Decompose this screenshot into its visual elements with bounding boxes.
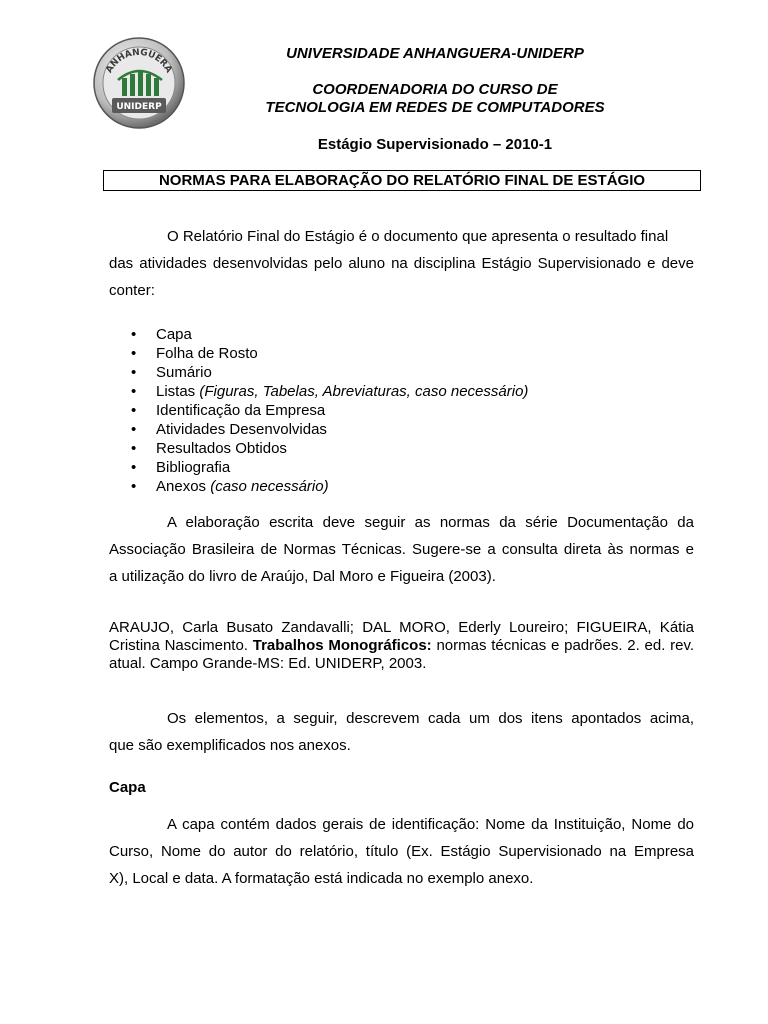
intro-paragraph bbox=[109, 223, 694, 304]
elaboration-line-1: A elaboração escrita deve seguir as normas da série Documentação da bbox=[167, 514, 694, 531]
reference-book-title: Trabalhos Monográficos: bbox=[252, 637, 432, 654]
list-item: • Anexos (caso necessário) bbox=[131, 478, 329, 495]
intro-line-2: das atividades desenvolvidas pelo aluno na disciplina Estágio Supervisionado e deve bbox=[109, 255, 694, 272]
elaboration-line-3: a utilização do livro de Araújo, Dal Moro e Figueira (2003). bbox=[109, 568, 496, 585]
required-sections-list bbox=[109, 325, 609, 496]
elaboration-line-2: Associação Brasileira de Normas Técnicas. Sugere-se a consulta direta às normas e bbox=[109, 541, 694, 558]
elements-paragraph bbox=[109, 705, 694, 759]
list-item: • Listas (Figuras, Tabelas, Abreviaturas, caso necessário) bbox=[131, 383, 529, 400]
elaboration-paragraph bbox=[109, 509, 694, 590]
document-title: NORMAS PARA ELABORAÇÃO DO RELATÓRIO FINAL DE ESTÁGIO bbox=[103, 170, 701, 191]
intro-line-3: conter: bbox=[109, 282, 155, 299]
university-logo bbox=[92, 36, 186, 130]
intro-line-1: O Relatório Final do Estágio é o documento que apresenta o resultado final bbox=[167, 228, 669, 245]
internship-subtitle: Estágio Supervisionado – 2010-1 bbox=[317, 136, 553, 153]
elements-line-2: que são exemplificados nos anexos. bbox=[109, 737, 351, 754]
capa-heading: Capa bbox=[109, 779, 146, 796]
capa-line-2: Curso, Nome do autor do relatório, título (Ex. Estágio Supervisionado na Empresa bbox=[109, 843, 694, 860]
list-item: • Identificação da Empresa bbox=[131, 402, 326, 419]
coordination-line-2: TECNOLOGIA EM REDES DE COMPUTADORES bbox=[265, 99, 605, 116]
logo-top-text: ANHANGUERA bbox=[104, 47, 174, 75]
list-item: • Resultados Obtidos bbox=[131, 440, 287, 457]
list-item: • Atividades Desenvolvidas bbox=[131, 421, 327, 438]
capa-line-3: X), Local e data. A formatação está indicada no exemplo anexo. bbox=[109, 870, 534, 887]
elements-line-1: Os elementos, a seguir, descrevem cada um dos itens apontados acima, bbox=[167, 710, 694, 727]
reference-details: normas técnicas e padrões. 2. ed. rev. atual. Campo Grande-MS: Ed. UNIDERP, 2003. bbox=[109, 637, 695, 672]
list-item: • Capa bbox=[131, 326, 192, 343]
list-item: • Bibliografia bbox=[131, 459, 231, 476]
bibliographic-reference bbox=[109, 619, 694, 673]
capa-line-1: A capa contém dados gerais de identificação: Nome da Instituição, Nome do bbox=[167, 816, 694, 833]
university-name: UNIVERSIDADE ANHANGUERA-UNIDERP bbox=[286, 45, 584, 62]
list-item: • Folha de Rosto bbox=[131, 345, 258, 362]
list-item: • Sumário bbox=[131, 364, 212, 381]
reference-authors: ARAUJO, Carla Busato Zandavalli; DAL MORO, Ederly Loureiro; FIGUEIRA, Kátia Cristina Nascimento. bbox=[109, 619, 694, 654]
coordination-line-1: COORDENADORIA DO CURSO DE bbox=[312, 81, 558, 98]
capa-paragraph bbox=[109, 811, 694, 892]
logo-bottom-text: UNIDERP bbox=[116, 102, 162, 112]
